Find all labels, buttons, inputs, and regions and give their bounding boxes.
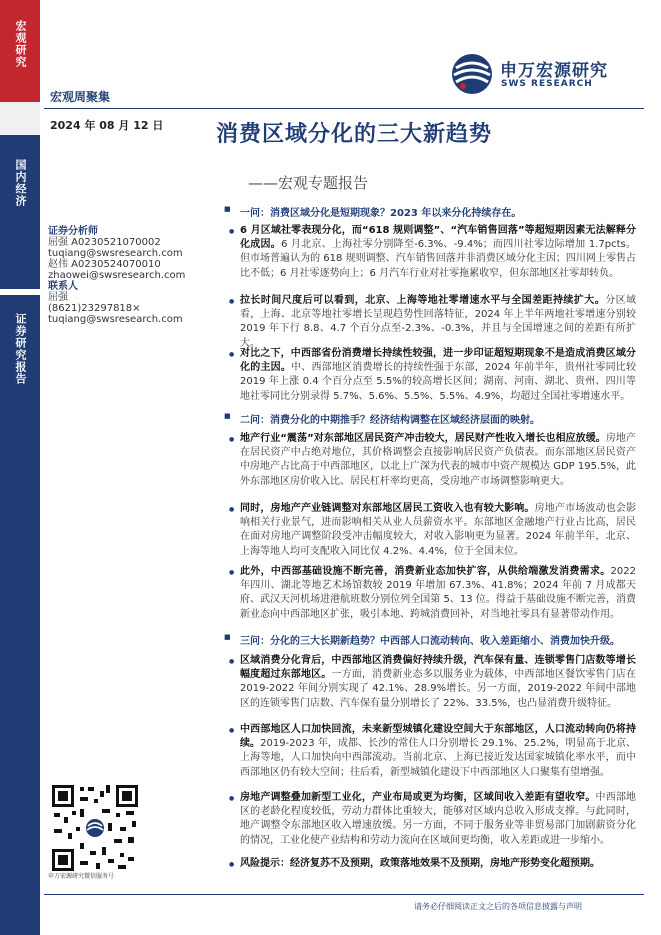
qr-caption: 申万宏源研究微信服务号 xyxy=(48,873,115,880)
analyst-line: 屈强 A0230521070002 xyxy=(48,237,161,248)
analysts-title: 证券分析师 xyxy=(48,226,98,237)
sidebar-gap xyxy=(0,102,40,135)
contact-phone: (8621)23297818× xyxy=(48,303,141,314)
question-3: ■ 三问：分化的三大长期新趋势？中西部人口流动转向、收入差距缩小、消费加快升级。 xyxy=(226,632,636,647)
logo-text-en: SWS RESEARCH xyxy=(501,79,593,89)
paragraph-3: ● 对比之下，中西部省份消费增长持续性较强，进一步印证超短期现象不是造成消费区域分化的主因。中、西部地区消费增长的持续性强于东部，2024 年前半年，贵州社零同比较 2019 年上涨 0.4 个百分点至 5.5%的较高增长区间；湖南、河南、湖北、贵州、四川等地社零同比分别录得 5.7%、5.6%、5.5%、5.5%、4.9%，均超过全国社零增速水平。 xyxy=(226,347,636,404)
question-2: ■ 二问：消费分化的中期推手？经济结构调整在区域经济层面的映射。 xyxy=(226,411,636,426)
paragraph-8: ● 中西部地区人口加快回流，未来新型城镇化建设空间大于东部地区，人口流动转向仍将持续。2019-2023 年，成都、长沙的常住人口分别增长 29.1%、25.2%，明显高于北京、上海等地，人口加快向中西部流动。当前北京、上海已接近发达国家城镇化率水平，而中西部地区仍有较大空间；往后看，新型城镇化建设下中西部地区人口聚集有望增强。 xyxy=(226,723,636,780)
question-1: ■ 一问：消费区域分化是短期现象？2023 年以来分化持续存在。 xyxy=(226,204,636,219)
paragraph-9: ● 房地产调整叠加新型工业化，产业布局或更为均衡，区域间收入差距有望收窄。中西部地区的老龄化程度较低，劳动力群体比重较大，能够对区域内总收入形成支撑。与此同时，地产调整令东部地区收入增速放缓。另一方面，不同于服务业等非贸易部门加剧薪资分化的情况，工业化使产业结构和劳动力流向在区域间更均衡，收入差距或进一步缩小。 xyxy=(226,791,636,848)
analyst-line: 赵伟 A0230524070010 xyxy=(48,259,161,270)
author-info xyxy=(48,226,206,325)
report-subtitle: ——宏观专题报告 xyxy=(248,174,369,192)
sidebar-label-domestic: 国内经济 xyxy=(14,159,27,207)
logo-globe-icon xyxy=(450,52,494,96)
sidebar-label-report: 证券研究报告 xyxy=(14,313,27,385)
sidebar-label-macro: 宏观研究 xyxy=(14,20,27,68)
sidebar-category-domestic xyxy=(0,135,40,289)
paragraph-4: ● 地产行业“震荡”对东部地区居民资产冲击较大，居民财产性收入增长也相应放缓。房地产在居民资产中占绝对地位，其价格调整会直接影响居民资产负债表。而东部地区居民资产中房地产占比高于中西部地区，以北上广深为代表的城市中资产规模达 GDP 195.5%，此外东部地区房价收入比、居民杠杆率均更高，受房地产市场调整影响更大。 xyxy=(226,432,636,489)
report-title: 消费区域分化的三大新趋势 xyxy=(216,122,493,147)
qr-code-icon xyxy=(50,783,140,873)
analyst-email[interactable]: zhaowei@swsresearch.com xyxy=(48,270,186,281)
series-label: 宏观周聚集 xyxy=(50,90,111,104)
sidebar-category-report xyxy=(0,295,40,935)
report-date: 2024 年 08 月 12 日 xyxy=(50,119,164,132)
company-logo xyxy=(450,52,640,96)
sidebar xyxy=(0,0,40,935)
header-divider xyxy=(44,108,644,109)
paragraph-6: ● 此外，中西部基础设施不断完善，消费新业态加快扩容，从供给端激发消费需求。2022 年四川、湖北等地艺术场馆数较 2019 年增加 67.3%、41.8%；2024 年前 7 月成都天府、武汉天河机场进港航班数分别位列全国第 5、13 位。得益于基础设施不断完善，消费新业态向中西部地区扩张，吸引本地、跨城消费回补，对当地社零具有显著带动作用。 xyxy=(226,565,636,622)
risk-warning: ● 风险提示：经济复苏不及预期，政策落地效果不及预期，房地产形势变化超预期。 xyxy=(226,857,636,871)
paragraph-7: ● 区域消费分化背后，中西部地区消费偏好持续升级，汽车保有量、连锁零售门店数等增长幅度超过东部地区。一方面，消费新业态多以服务业为载体，中西部地区餐饮零售门店在 2019-2022 年间分别实现了 42.1%、28.9%增长。另一方面，2019-2022 年间中部地区的连锁零售门店数、汽车保有量分别增长了 22%、33.5%，也凸显消费升级特征。 xyxy=(226,654,636,711)
paragraph-1: ● 6 月区域社零表现分化，而“618 规则调整”、“汽车销售回落”等超短期因素无法解释分化成因。6 月北京、上海社零分别降至-6.3%、-9.4%；而四川社零边际增加 1.7pcts。但市场普遍认为的 618 规则调整、汽车销售回落并非消费区域分化主因；四川网上零售占比不低；6 月社零逐势向上；6 月汽车行业对社零拖累收窄，但东部地区社零却转负。 xyxy=(226,224,636,281)
logo-text-cn: 申万宏源研究 xyxy=(500,61,608,81)
footer-divider xyxy=(44,894,644,895)
paragraph-5: ● 同时，房地产产业链调整对东部地区居民工资收入也有较大影响。房地产市场波动也会影响相关行业景气，进而影响相关从业人员薪资水平。东部地区金融地产行业占比高，居民在面对房地产调整阶段受冲击幅度较大，对收入影响更为显著。2024 年前半年，北京、上海等地人均可支配收入同比仅 4.2%、4.4%，位于全国末位。 xyxy=(226,502,636,559)
analyst-email[interactable]: tuqiang@swsresearch.com xyxy=(48,248,183,259)
contact-name: 屈强 xyxy=(48,292,68,303)
contact-title: 联系人 xyxy=(48,281,78,292)
contact-email[interactable]: tuqiang@swsresearch.com xyxy=(48,314,183,325)
disclaimer-footer: 请务必仔细阅读正文之后的各项信息披露与声明 xyxy=(414,902,582,911)
sidebar-category-macro xyxy=(0,0,40,102)
paragraph-2: ● 拉长时间尺度后可以看到，北京、上海等地社零增速水平与全国差距持续扩大。分区域看，上海、北京等地社零增长呈现趋势性回落特征，2024 年上半年两地社零增速分别较 2019 年下行 8.8、4.7 个百分点至-2.3%、-0.3%，并且与全国增速之间的差距有所扩大。 xyxy=(226,294,636,351)
